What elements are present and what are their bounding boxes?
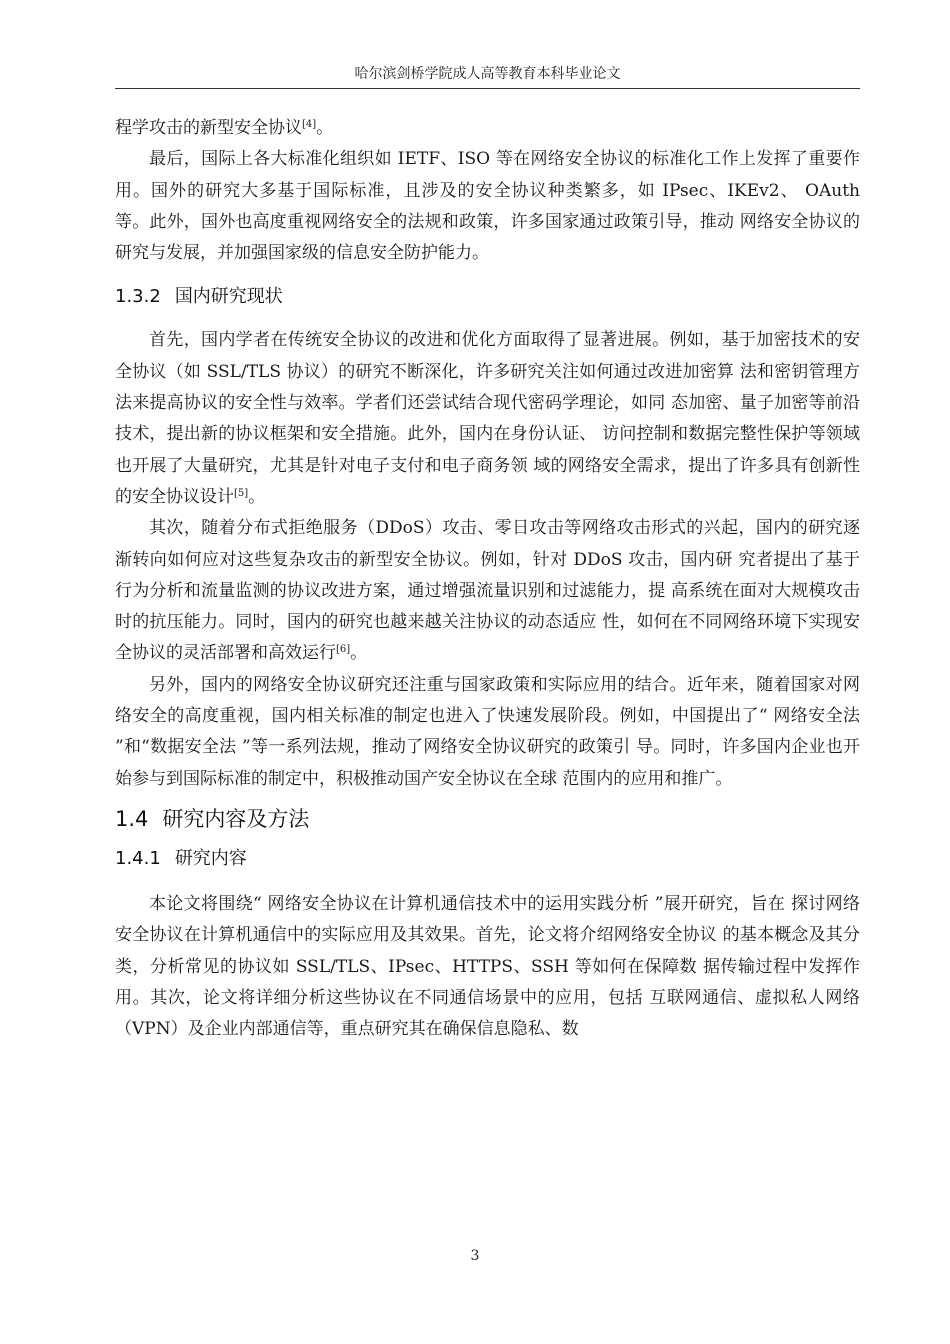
paragraph-text: 程学攻击的新型安全协议 — [115, 118, 302, 138]
document-body — [115, 113, 860, 1045]
paragraph-text: 其次，随着分布式拒绝服务（DDoS）攻击、零日攻击等网络攻击形式的兴起，国内的研究逐渐转向如何应对这些复杂攻击的新型安全协议。例如，针对 DDoS 攻击，国内研 究者提出了基于行为分析和流量监测的协议改进方案，通过增强流量识别和过滤能力，提 高系统在面对大规模攻击时的抗压能力。同时，国内的研究也越来越关注协议的动态适应 性，如何在不同网络环境下实现安全协议的灵活部署和高效运行 — [115, 518, 860, 664]
paragraph-end: 。 — [350, 643, 368, 664]
section-number: 1.3.2 — [115, 286, 161, 308]
section-number: 1.4.1 — [115, 847, 161, 869]
citation: [6] — [336, 644, 351, 656]
section-title: 研究内容 — [174, 847, 247, 869]
paragraph-domestic-first — [115, 325, 860, 513]
section-title: 研究内容及方法 — [162, 806, 310, 831]
paragraph-continued — [115, 113, 860, 144]
section-heading-1-4 — [115, 795, 860, 843]
section-heading-1-4-1 — [115, 843, 860, 889]
paragraph-domestic-policy: 另外，国内的网络安全协议研究还注重与国家政策和实际应用的结合。近年来，随着国家对网络安全的高度重视，国内相关标准的制定也进入了快速发展阶段。例如，中国提出了“ 网络安全法 ”和“数据安全法 ”等一系列法规，推动了网络安全协议研究的政策引 导。同时，许多国内企业也开始参与到国际标准的制定中，积极推动国产安全协议在全球 范围内的应用和推广。 — [115, 674, 860, 789]
paragraph-end: 。 — [248, 486, 266, 507]
citation: [4] — [302, 119, 317, 130]
section-title: 国内研究现状 — [174, 286, 283, 308]
citation: [5] — [234, 487, 249, 499]
paragraph-international-standards: 最后，国际上各大标准化组织如 IETF、ISO 等在网络安全协议的标准化工作上发挥了重要作用。国外的研究大多基于国际标准，且涉及的安全协议种类繁多，如 IPsec、IKEv2、 OAuth 等。此外，国外也高度重视网络安全的法规和政策，许多国家通过政策引导，推动 网络安全协议的研究与发展，并加强国家级的信息安全防护能力。 — [115, 149, 860, 264]
page-header: 哈尔滨剑桥学院成人高等教育本科毕业论文 — [115, 64, 860, 89]
section-heading-1-3-2 — [115, 269, 860, 325]
paragraph-domestic-second — [115, 513, 860, 669]
paragraph-end: 。 — [316, 118, 334, 138]
paragraph-research-content: 本论文将围绕“ 网络安全协议在计算机通信技术中的运用实践分析 ”展开研究，旨在 探讨网络安全协议在计算机通信中的实际应用及其效果。首先，论文将介绍网络安全协议 的基本概念及其分类，分析常见的协议如 SSL/TLS、IPsec、HTTPS、SSH 等如何在保障数 据传输过程中发挥作用。其次，论文将详细分析这些协议在不同通信场景中的应用，包括 互联网通信、虚拟私人网络（VPN）及企业内部通信等，重点研究其在确保信息隐私、数 — [115, 893, 860, 1040]
paragraph-text: 首先，国内学者在传统安全协议的改进和优化方面取得了显著进展。例如，基于加密技术的安全协议（如 SSL/TLS 协议）的研究不断深化，许多研究关注如何通过改进加密算 法和密钥管理方法来提高协议的安全性与效率。学者们还尝试结合现代密码学理论，如同 态加密、量子加密等前沿技术，提出新的协议框架和安全措施。此外，国内在身份认证、 访问控制和数据完整性保护等领域也开展了大量研究，尤其是针对电子支付和电子商务领 域的网络安全需求，提出了许多具有创新性的安全协议设计 — [115, 330, 860, 507]
section-number: 1.4 — [115, 806, 149, 831]
page-number: 3 — [470, 1248, 480, 1264]
